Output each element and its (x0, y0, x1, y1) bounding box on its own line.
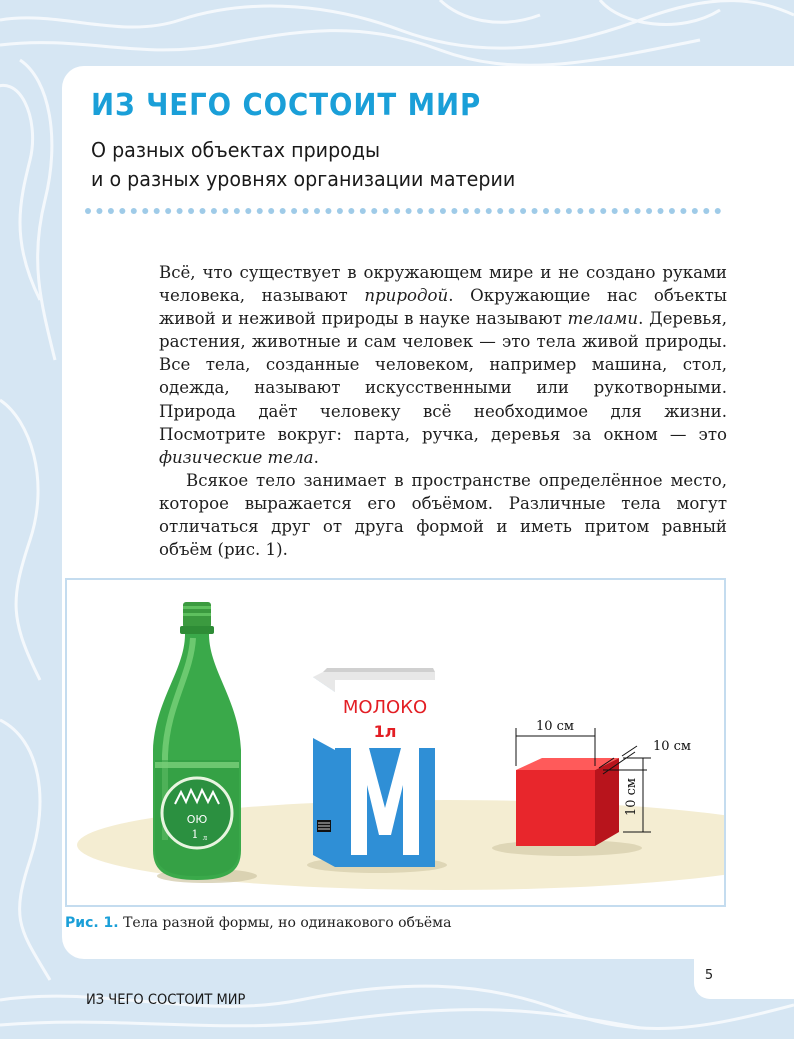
divider-dot (543, 208, 549, 214)
bottle-label-text: ОЮ (186, 813, 208, 826)
cube-depth-label: 10 см (652, 739, 692, 754)
bottle-unit: л (202, 834, 208, 842)
divider-dot (497, 208, 503, 214)
divider-dot (658, 208, 664, 214)
term-physical-bodies: физические тела (159, 447, 314, 467)
divider-dot (715, 208, 721, 214)
divider-dot (85, 208, 91, 214)
divider-dot (394, 208, 400, 214)
figure-caption-label: Рис. 1. (65, 915, 119, 931)
divider-dot (142, 208, 148, 214)
divider-dot (268, 208, 274, 214)
divider-dot (108, 208, 114, 214)
divider-dot (360, 208, 366, 214)
divider-dot (680, 208, 686, 214)
divider-dot (532, 208, 538, 214)
divider-dot (406, 208, 412, 214)
divider-dot (474, 208, 480, 214)
cube-height-label: 10 см (624, 777, 639, 817)
term-nature: природой (364, 286, 449, 306)
divider-dot (554, 208, 560, 214)
divider-dot (119, 208, 125, 214)
divider-dot (600, 208, 606, 214)
divider-dot (692, 208, 698, 214)
divider-dot (245, 208, 251, 214)
divider-dot (703, 208, 709, 214)
divider-dot (211, 208, 217, 214)
divider-dot (154, 208, 160, 214)
divider-dot (383, 208, 389, 214)
milk-carton (307, 668, 447, 873)
divider-dot (589, 208, 595, 214)
divider-dot (325, 208, 331, 214)
divider-dot (131, 208, 137, 214)
divider-dot (371, 208, 377, 214)
divider-dot (509, 208, 515, 214)
subtitle-line-2: и о разных уровнях организации материи (91, 167, 516, 191)
divider-dot (612, 208, 618, 214)
divider-dot (177, 208, 183, 214)
bottle-volume: 1 (191, 828, 199, 841)
divider-dot (566, 208, 572, 214)
divider-dot (222, 208, 228, 214)
divider-dot (451, 208, 457, 214)
divider-dot (646, 208, 652, 214)
figure-caption (65, 915, 451, 931)
divider-dot (303, 208, 309, 214)
divider-dot (165, 208, 171, 214)
divider-dot (314, 208, 320, 214)
divider-dot (348, 208, 354, 214)
figure-1 (65, 578, 726, 907)
paragraph-1: Всё, что существует в окружающем мире и не создано руками человека, называют природой. Окружающие нас объекты живой и неживой природы в науке называют телами. Деревья, растения, животные и сам человек — это тела живой природы. Все тела, созданные человеком, например машина, стол, одежда, называют искусственными или рукотворными. Природа даёт человеку всё необходимое для жизни. Посмотрите вокруг: парта, ручка, деревья за окном — это физические тела. (159, 263, 727, 467)
divider-dot (337, 208, 343, 214)
page-subtitle (91, 136, 515, 194)
divider-dot (463, 208, 469, 214)
divider-dot (96, 208, 102, 214)
divider-dot (417, 208, 423, 214)
divider-dot (291, 208, 297, 214)
divider-dot (257, 208, 263, 214)
divider-dot (520, 208, 526, 214)
term-bodies: телами (567, 309, 639, 329)
dotted-divider (84, 206, 724, 216)
paragraph-2: Всякое тело занимает в пространстве определённое место, которое выражается его объёмом. Различные тела могут отличаться друг от друга формой и иметь притом равный объём (рис. 1). (159, 470, 727, 560)
page-title: ИЗ ЧЕГО СОСТОИТ МИР (91, 88, 482, 123)
body-text (159, 261, 727, 561)
divider-dot (669, 208, 675, 214)
cube-width-label: 10 см (535, 719, 575, 734)
divider-dot (635, 208, 641, 214)
divider-dot (200, 208, 206, 214)
figure-caption-text: Тела разной формы, но одинакового объёма (123, 915, 452, 931)
divider-dot (440, 208, 446, 214)
page-number: 5 (704, 968, 714, 983)
milk-volume: 1л (373, 722, 397, 741)
figure-illustration (67, 580, 724, 905)
divider-dot (429, 208, 435, 214)
divider-dot (486, 208, 492, 214)
milk-brand: МОЛОКО (342, 697, 428, 718)
running-title: ИЗ ЧЕГО СОСТОИТ МИР (86, 992, 246, 1008)
divider-dot (280, 208, 286, 214)
divider-dot (577, 208, 583, 214)
divider-dot (623, 208, 629, 214)
divider-dot (188, 208, 194, 214)
divider-dot (234, 208, 240, 214)
subtitle-line-1: О разных объектах природы (91, 138, 381, 162)
